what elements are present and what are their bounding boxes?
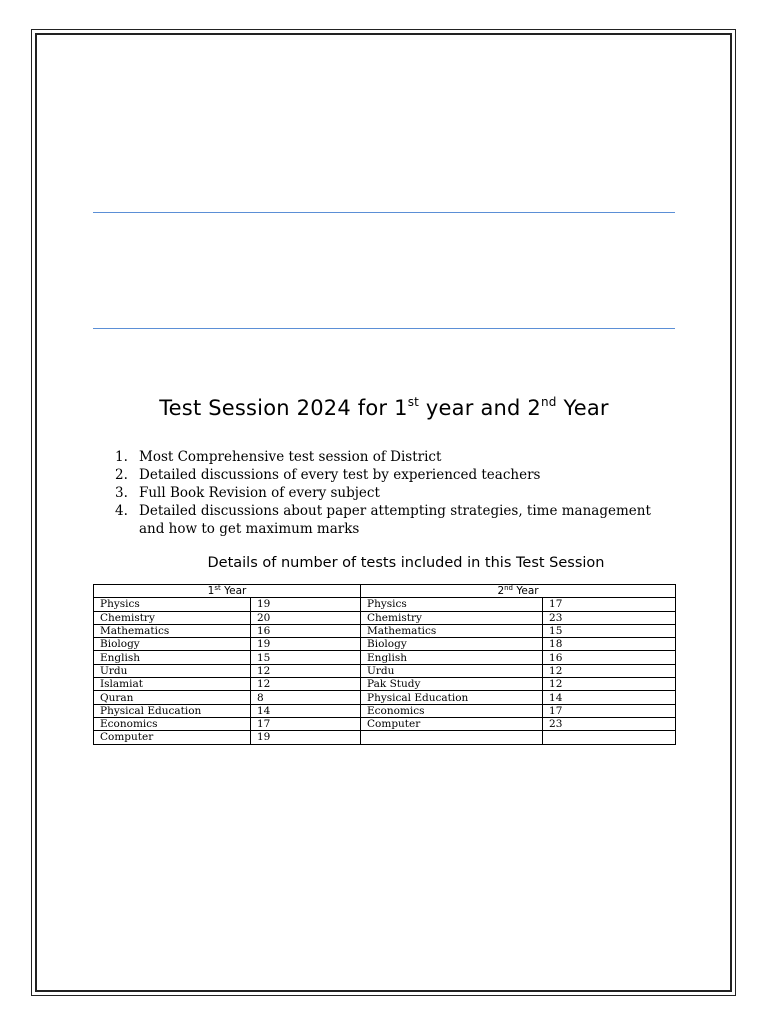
table-row [94, 691, 676, 704]
test-count-cell: 20 [251, 611, 361, 624]
list-item: 4. Detailed discussions about paper attempting strategies, time management and how to get maximum marks [115, 503, 651, 537]
test-count-cell: 17 [543, 598, 676, 611]
subject-cell: Physics [94, 598, 251, 611]
list-item: 2. Detailed discussions of every test by experienced teachers [115, 467, 541, 483]
subject-cell: English [361, 651, 543, 664]
test-count-cell: 23 [543, 611, 676, 624]
table-row [94, 598, 676, 611]
header-rule-bottom [93, 328, 675, 329]
table-row [94, 731, 676, 744]
table-row [94, 678, 676, 691]
first-year-header: 1st Year [94, 585, 361, 598]
test-count-cell: 17 [251, 717, 361, 730]
tests-table [93, 584, 676, 745]
table-header-row [94, 585, 676, 598]
test-count-cell: 15 [251, 651, 361, 664]
list-item: 1. Most Comprehensive test session of District [115, 449, 442, 465]
test-count-cell: 14 [251, 704, 361, 717]
page-title: Test Session 2024 for 1st year and 2nd Year [159, 395, 609, 420]
subject-cell: Economics [361, 704, 543, 717]
table-row [94, 638, 676, 651]
subject-cell: Physics [361, 598, 543, 611]
test-count-cell: 12 [251, 678, 361, 691]
header-rule-top [93, 212, 675, 213]
subject-cell: Computer [361, 717, 543, 730]
subject-cell: Quran [94, 691, 251, 704]
subject-cell: Islamiat [94, 678, 251, 691]
subject-cell: Urdu [361, 664, 543, 677]
subject-cell: English [94, 651, 251, 664]
subject-cell: Mathematics [361, 624, 543, 637]
test-count-cell [543, 731, 676, 744]
subject-cell: Urdu [94, 664, 251, 677]
table-row [94, 624, 676, 637]
test-count-cell: 18 [543, 638, 676, 651]
subject-cell: Economics [94, 717, 251, 730]
feature-list [110, 448, 680, 538]
table-caption: Details of number of tests included in this Test Session [207, 555, 605, 571]
test-count-cell: 17 [543, 704, 676, 717]
test-count-cell: 8 [251, 691, 361, 704]
subject-cell: Computer [94, 731, 251, 744]
subject-cell: Biology [94, 638, 251, 651]
table-row [94, 611, 676, 624]
second-year-header: 2nd Year [361, 585, 676, 598]
list-item: 3. Full Book Revision of every subject [115, 485, 380, 501]
subject-cell: Physical Education [361, 691, 543, 704]
test-count-cell: 14 [543, 691, 676, 704]
subject-cell: Biology [361, 638, 543, 651]
table-row [94, 704, 676, 717]
test-count-cell: 15 [543, 624, 676, 637]
table-row [94, 717, 676, 730]
subject-cell [361, 731, 543, 744]
test-count-cell: 12 [543, 678, 676, 691]
test-count-cell: 16 [543, 651, 676, 664]
subject-cell: Physical Education [94, 704, 251, 717]
subject-cell: Chemistry [94, 611, 251, 624]
subject-cell: Chemistry [361, 611, 543, 624]
subject-cell: Mathematics [94, 624, 251, 637]
table-row [94, 664, 676, 677]
test-count-cell: 19 [251, 598, 361, 611]
table-row [94, 651, 676, 664]
test-count-cell: 16 [251, 624, 361, 637]
test-count-cell: 12 [543, 664, 676, 677]
test-count-cell: 12 [251, 664, 361, 677]
test-count-cell: 19 [251, 638, 361, 651]
test-count-cell: 23 [543, 717, 676, 730]
subject-cell: Pak Study [361, 678, 543, 691]
test-count-cell: 19 [251, 731, 361, 744]
